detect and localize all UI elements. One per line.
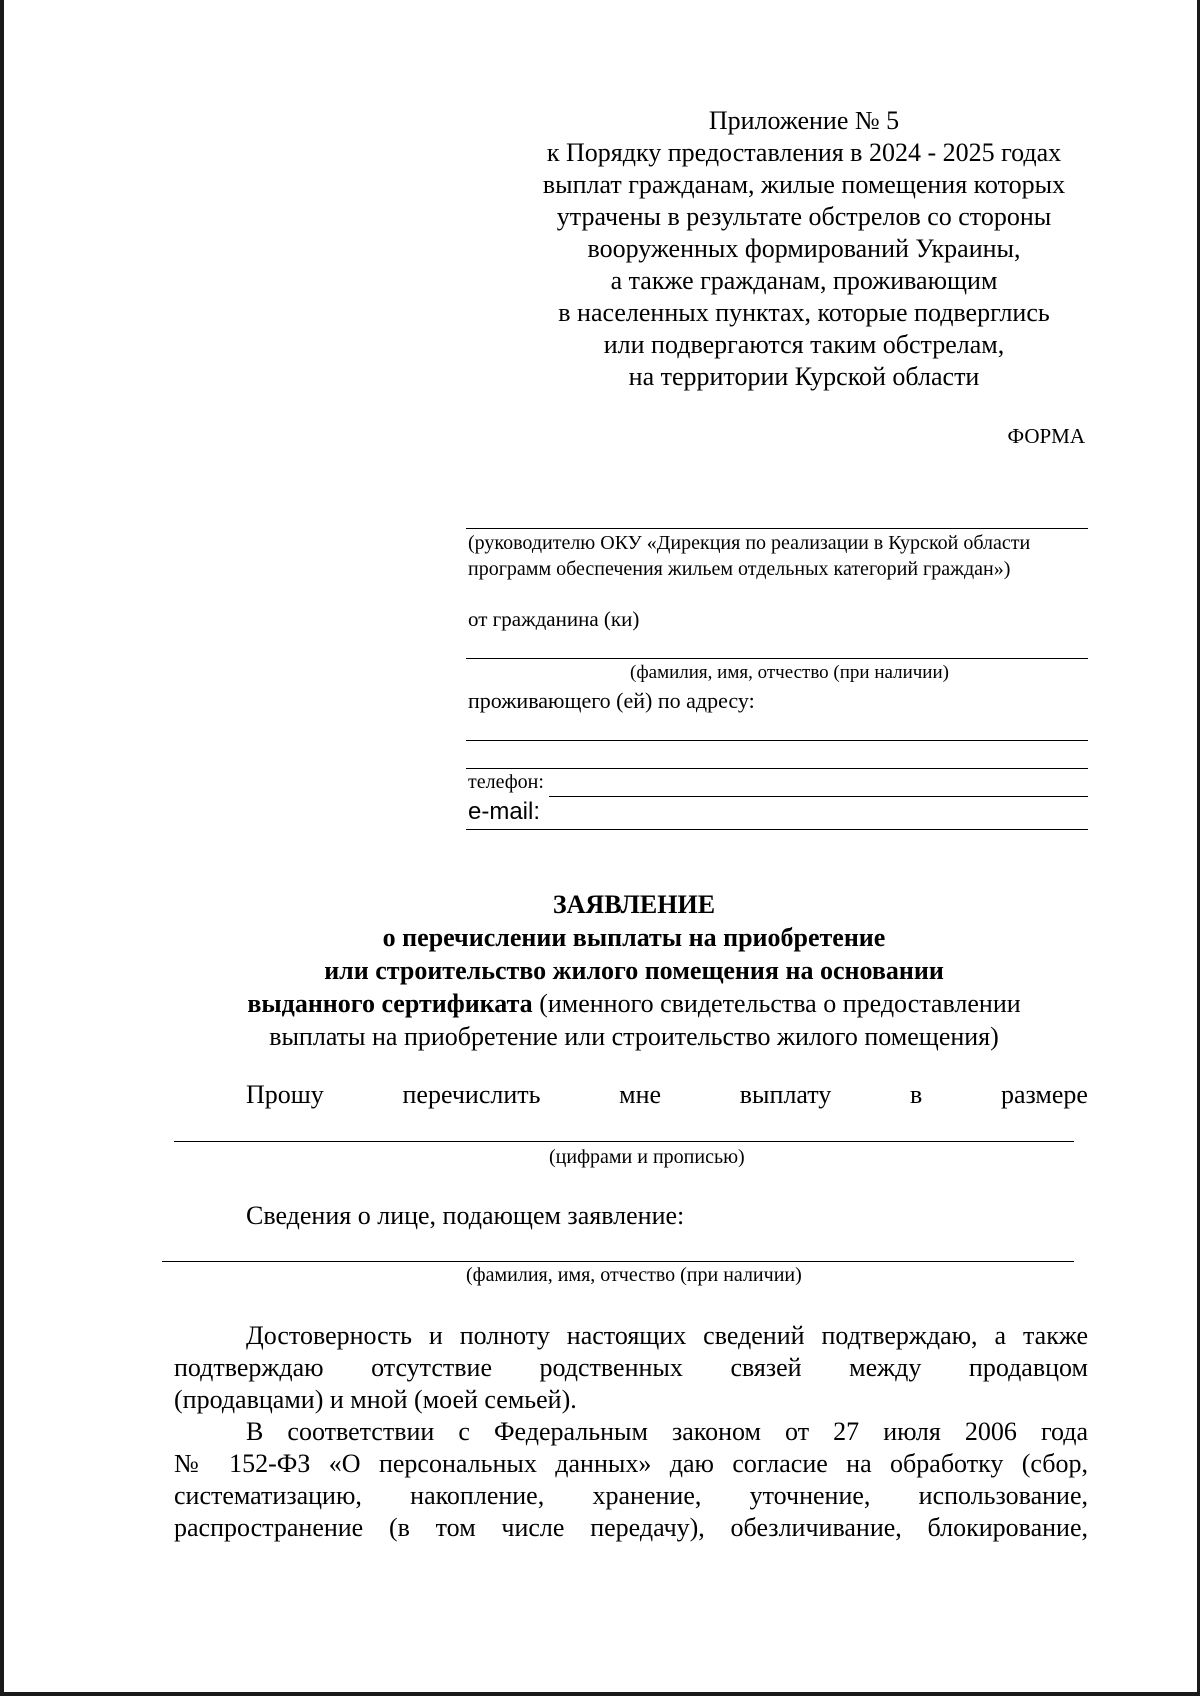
appendix-line: Приложение № 5 [708, 106, 900, 135]
paragraph-line: подтверждаю отсутствие родственных связей между продавцом [174, 1353, 1088, 1382]
email-line [466, 829, 1088, 830]
confirmation-paragraph [174, 1320, 1088, 1544]
request-word: перечислить [402, 1080, 541, 1109]
request-word: размере [1000, 1080, 1088, 1109]
title-line3: или строительство жилого помещения на основании [324, 956, 944, 985]
applicant-label: Сведения о лице, подающем заявление: [246, 1201, 685, 1230]
appendix-line: утрачены в результате обстрелов со стороны [556, 202, 1052, 231]
amount-caption: (цифрами и прописью) [549, 1146, 745, 1168]
request-word: в [910, 1080, 923, 1109]
fio-line [466, 658, 1088, 659]
applicant-fio-caption: (фамилия, имя, отчество (при наличии) [466, 1264, 802, 1286]
title-line2: о перечислении выплаты на приобретение [382, 923, 886, 952]
request-word: выплату [739, 1080, 832, 1109]
paragraph-line: В соответствии с Федеральным законом от 27 июля 2006 года [246, 1417, 1088, 1446]
statement-title [164, 888, 1104, 1053]
address-line-2 [466, 768, 1088, 769]
address-line-1 [466, 740, 1088, 741]
phone-line [549, 796, 1088, 797]
appendix-heading [504, 105, 1104, 393]
appendix-line: а также гражданам, проживающим [610, 266, 998, 295]
from-citizen-label: от гражданина (ки) [468, 607, 640, 631]
applicant-fio-line [162, 1261, 1074, 1262]
forma-label: ФОРМА [1007, 424, 1085, 448]
paragraph-line: систематизацию, накопление, хранение, уточнение, использование, [174, 1481, 1088, 1510]
appendix-line: к Порядку предоставления в 2024 - 2025 годах [546, 138, 1062, 167]
title-line4-rest: (именного свидетельства о предоставлении [532, 989, 1021, 1018]
request-line [246, 1079, 1088, 1111]
title-line4-bold: выданного сертификата [247, 989, 533, 1018]
title-main: ЗАЯВЛЕНИЕ [552, 890, 716, 919]
paragraph-line: (продавцами) и мной (моей семьей). [174, 1385, 577, 1414]
addressee-line2: программ обеспечения жильем отдельных категорий граждан») [468, 558, 1011, 580]
paragraph-line: № 152-ФЗ «О персональных данных» даю согласие на обработку (сбор, [174, 1449, 1088, 1478]
request-word: мне [619, 1080, 662, 1109]
appendix-line: в населенных пунктах, которые подверглись [558, 298, 1050, 327]
fio-caption: (фамилия, имя, отчество (при наличии) [630, 662, 949, 683]
paragraph-line: распространение (в том числе передачу), обезличивание, блокирование, [174, 1513, 1088, 1542]
addressee-caption [468, 530, 1108, 582]
phone-label: телефон: [468, 771, 544, 793]
title-line5: выплаты на приобретение или строительство жилого помещения) [269, 1022, 999, 1051]
request-word: Прошу [246, 1080, 324, 1109]
paragraph-line: Достоверность и полноту настоящих сведений подтверждаю, а также [246, 1321, 1088, 1350]
amount-line [174, 1141, 1074, 1142]
appendix-line: на территории Курской области [628, 362, 980, 391]
addressee-line [466, 528, 1088, 529]
addressee-line1: (руководителю ОКУ «Дирекция по реализации в Курской области [468, 532, 1031, 554]
appendix-line: вооруженных формирований Украины, [587, 234, 1021, 263]
email-label: e-mail: [468, 798, 541, 825]
appendix-line: или подвергаются таким обстрелам, [603, 330, 1005, 359]
appendix-line: выплат гражданам, жилые помещения которых [542, 170, 1066, 199]
address-label: проживающего (ей) по адресу: [468, 688, 755, 713]
